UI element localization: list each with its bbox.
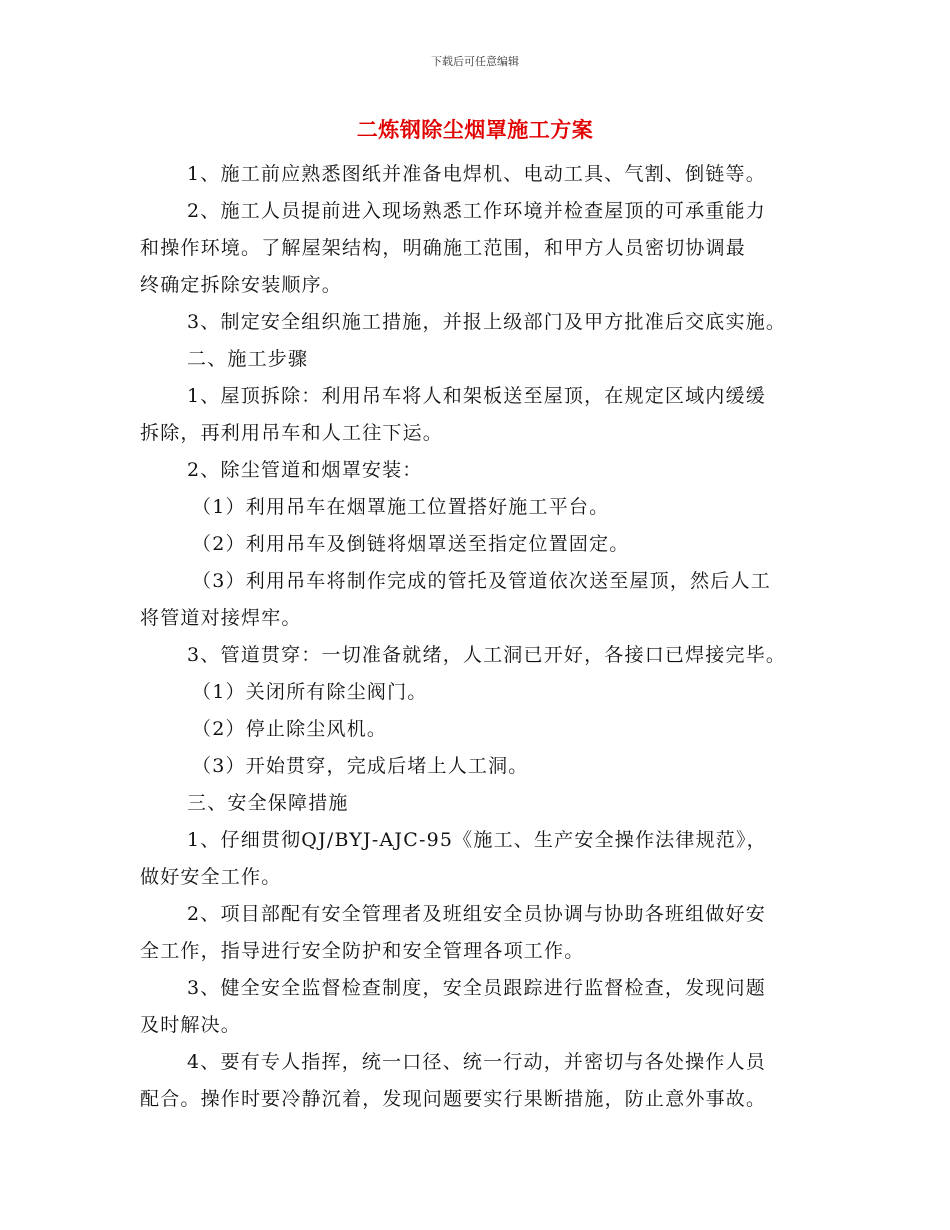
paragraph-line: 3、管道贯穿：一切准备就绪，人工洞已开好，各接口已焊接完毕。 [187, 644, 787, 666]
paragraph-line: 2、项目部配有安全管理者及班组安全员协调与协助各班组做好安 [187, 903, 766, 925]
paragraph-line: （3）利用吊车将制作完成的管托及管道依次送至屋顶，然后人工 [192, 570, 771, 592]
paragraph-line: 将管道对接焊牢。 [140, 607, 302, 629]
paragraph-line: 二、施工步骤 [187, 348, 309, 370]
paragraph-line: 及时解决。 [140, 1014, 242, 1036]
paragraph-line: 全工作，指导进行安全防护和安全管理各项工作。 [140, 940, 585, 962]
paragraph-line: 配合。操作时要冷静沉着，发现问题要实行果断措施，防止意外事故。 [140, 1088, 767, 1110]
paragraph-line: 三、安全保障措施 [187, 792, 349, 814]
paragraph-line: （1）关闭所有除尘阀门。 [192, 681, 428, 703]
paragraph-line: （2）利用吊车及倒链将烟罩送至指定位置固定。 [192, 533, 630, 555]
document-body [140, 156, 812, 1118]
paragraph-line: 1、施工前应熟悉图纸并准备电焊机、电动工具、气割、倒链等。 [187, 163, 766, 185]
paragraph-line: （2）停止除尘风机。 [192, 718, 388, 740]
document-title: 二炼钢除尘烟罩施工方案 [356, 117, 594, 142]
paragraph-line: 拆除，再利用吊车和人工往下运。 [140, 422, 444, 444]
paragraph-line: 2、除尘管道和烟罩安装： [187, 459, 423, 481]
paragraph-line: （1）利用吊车在烟罩施工位置搭好施工平台。 [192, 496, 610, 518]
paragraph-line: 2、施工人员提前进入现场熟悉工作环境并检查屋顶的可承重能力 [187, 200, 766, 222]
paragraph-line: 1、仔细贯彻QJ/BYJ-AJC-95《施工、生产安全操作法律规范》， [187, 829, 767, 851]
paragraph-line: 3、制定安全组织施工措施，并报上级部门及甲方批准后交底实施。 [187, 311, 787, 333]
paragraph-line: 和操作环境。了解屋架结构，明确施工范围，和甲方人员密切协调最 [140, 237, 747, 259]
paragraph-line: 4、要有专人指挥，统一口径、统一行动，并密切与各处操作人员 [187, 1051, 766, 1073]
paragraph-line: 1、屋顶拆除：利用吊车将人和架板送至屋顶，在规定区域内缓缓 [187, 385, 766, 407]
paragraph-line: 做好安全工作。 [140, 866, 282, 888]
paragraph-line: 3、健全安全监督检查制度，安全员跟踪进行监督检查，发现问题 [187, 977, 766, 999]
paragraph-line: （3）开始贯穿，完成后堵上人工洞。 [192, 755, 529, 777]
paragraph-line: 终确定拆除安装顺序。 [140, 274, 343, 296]
page-header: 下载后可任意编辑 [431, 55, 519, 68]
